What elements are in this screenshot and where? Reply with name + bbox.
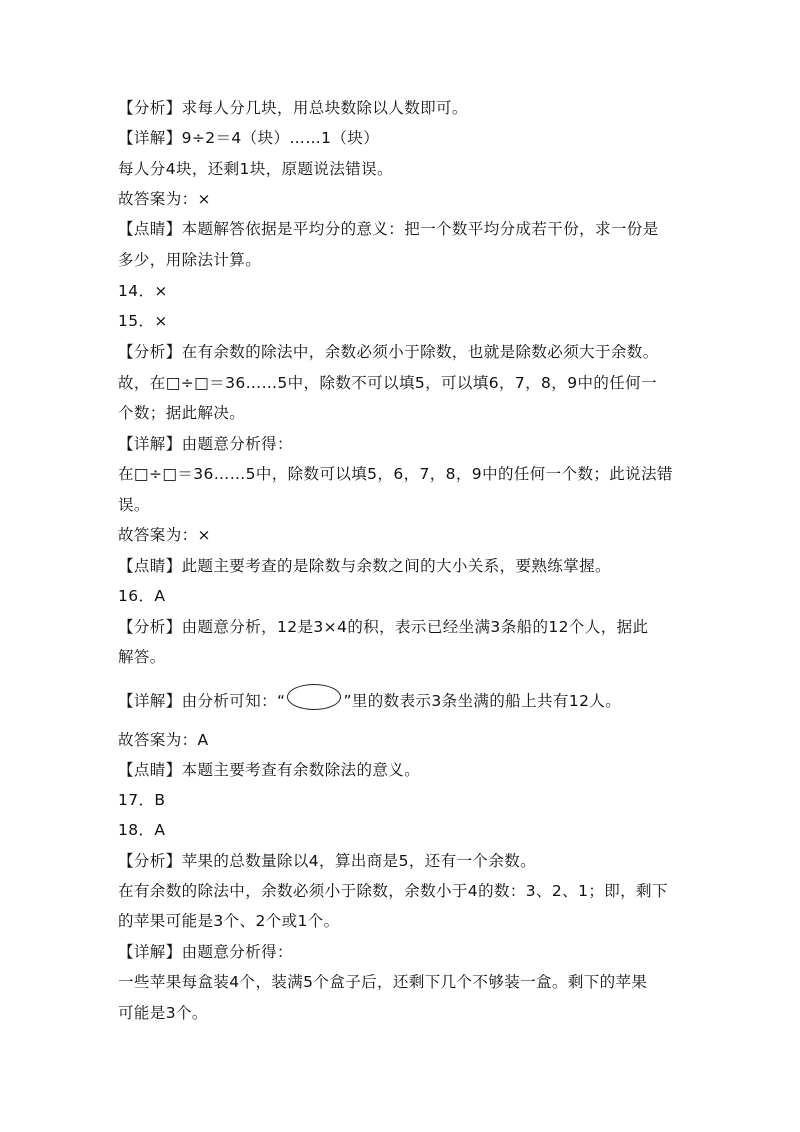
text-line: 【点睛】本题主要考查有余数除法的意义。 [118,761,421,779]
text-line: 故答案为：A [118,731,209,749]
text-line: 多少，用除法计算。 [118,251,262,269]
text-line: 【分析】苹果的总数量除以4，算出商是5，还有一个余数。 [118,852,537,870]
text-line: 个数；据此解决。 [118,404,246,422]
text-line: 每人分4块，还剩1块，原题说法错误。 [118,160,393,178]
question-number: 14．× [118,282,168,300]
text-line: 【分析】由题意分析，12是3×4的积，表示已经坐满3条船的12个人，据此 [118,618,649,636]
text-line: 误。 [118,496,150,514]
text-line: 故，在□÷□＝36……5中，除数不可以填5，可以填6，7，8，9中的任何一 [118,374,657,392]
text-line: 【分析】求每人分几块，用总块数除以人数即可。 [118,99,468,117]
text-line: 一些苹果每盒装4个，装满5个盒子后，还剩下几个不够装一盒。剩下的苹果 [118,973,648,991]
text-line: 解答。 [118,648,166,666]
text-line: 故答案为：× [118,526,211,544]
text-line: 【点睛】此题主要考查的是除数与余数之间的大小关系，要熟练掌握。 [118,557,611,575]
text-line: 【详解】由题意分析得： [118,943,293,961]
question-number: 17．B [118,791,166,809]
oval-icon [287,684,341,710]
text-line: 的苹果可能是3个、2个或1个。 [118,912,340,930]
text-line: 【分析】在有余数的除法中，余数必须小于除数，也就是除数必须大于余数。 [118,343,659,361]
text-line: 【详解】9÷2＝4（块）……1（块） [118,129,380,147]
detail-line-with-oval [118,684,621,712]
question-number: 15．× [118,312,168,330]
text-line: 【点睛】本题解答依据是平均分的意义：把一个数平均分成若干份，求一份是 [118,220,659,238]
detail-text-after: ”里的数表示3条坐满的船上共有12人。 [343,692,622,710]
question-number: 18．A [118,821,166,839]
text-line: 在有余数的除法中，余数必须小于除数，余数小于4的数：3、2、1；即，剩下 [118,882,668,900]
text-line: 故答案为：× [118,190,211,208]
text-line: 可能是3个。 [118,1004,208,1022]
text-line: 【详解】由题意分析得： [118,435,293,453]
question-number: 16．A [118,587,166,605]
detail-text-before: 【详解】由分析可知：“ [118,692,286,710]
text-line: 在□÷□＝36……5中，除数可以填5，6，7，8，9中的任何一个数；此说法错 [118,465,673,483]
